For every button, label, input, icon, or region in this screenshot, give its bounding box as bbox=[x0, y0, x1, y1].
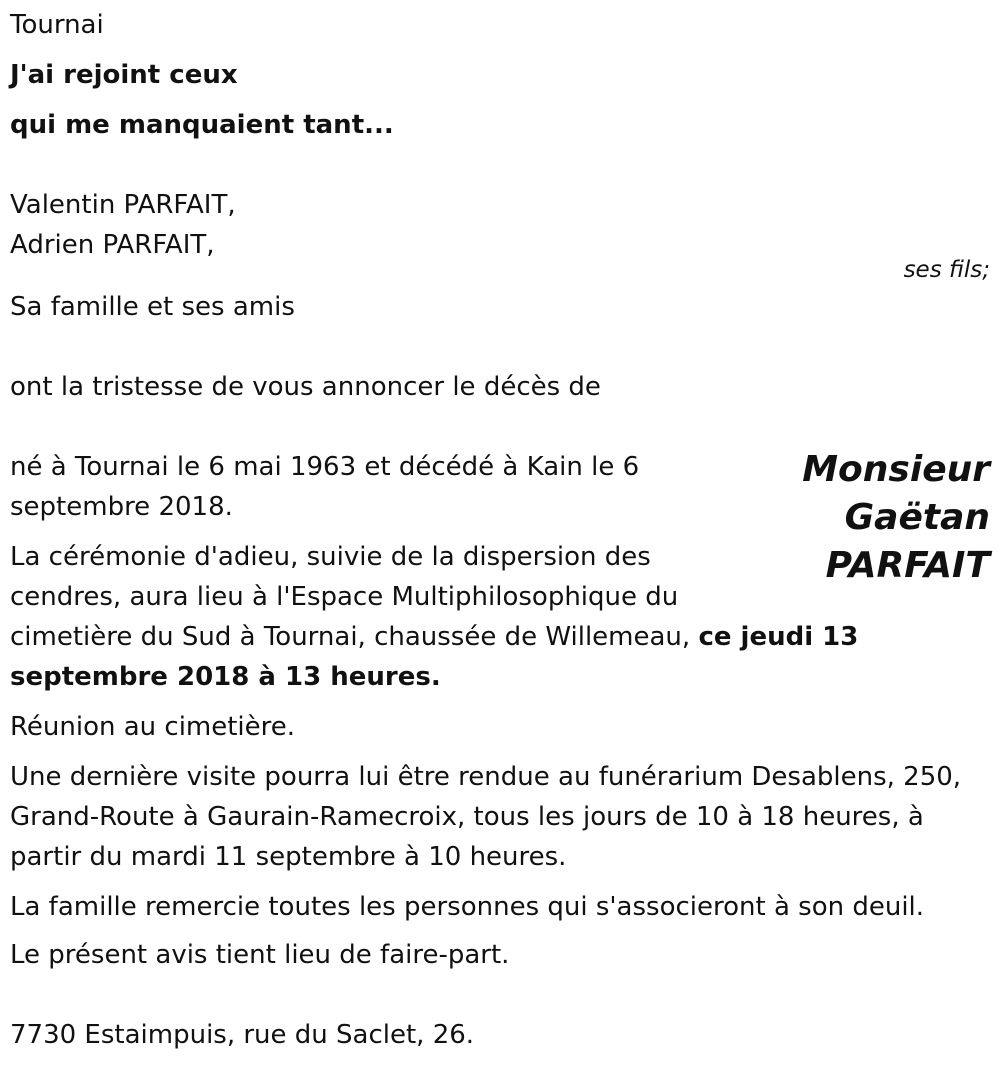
son-name-1: Valentin PARFAIT, bbox=[10, 190, 236, 220]
notice-text: Le présent avis tient lieu de faire-part. bbox=[10, 940, 510, 970]
deceased-first-name: Gaëtan bbox=[844, 497, 990, 538]
ceremony-line-3 bbox=[10, 617, 858, 657]
sons-relation: ses fils; bbox=[903, 257, 990, 283]
thanks: La famille remercie toutes les personnes qui s'associeront à son deuil. bbox=[10, 892, 925, 922]
city: Tournai bbox=[10, 10, 104, 40]
family-line: Sa famille et ses amis bbox=[10, 292, 295, 322]
announcement: ont la tristesse de vous annoncer le décès de bbox=[10, 372, 601, 402]
birth-death-line-2: septembre 2018. bbox=[10, 492, 233, 522]
deceased-title: Monsieur bbox=[802, 449, 990, 490]
ceremony-location: cimetière du Sud à Tournai, chaussée de Willemeau, bbox=[10, 622, 699, 652]
ceremony-date-part-1: ce jeudi 13 bbox=[698, 622, 859, 652]
epigraph-line-2: qui me manquaient tant... bbox=[10, 110, 394, 140]
meeting: Réunion au cimetière. bbox=[10, 712, 296, 742]
ceremony-date-part-2: septembre 2018 à 13 heures. bbox=[10, 662, 441, 692]
ceremony-line-1: La cérémonie d'adieu, suivie de la dispersion des bbox=[10, 542, 651, 572]
visit-line-1: Une dernière visite pourra lui être rendue au funérarium Desablens, 250, bbox=[10, 762, 962, 792]
deceased-name bbox=[802, 446, 990, 590]
visit-line-3: partir du mardi 11 septembre à 10 heures. bbox=[10, 842, 567, 872]
visit-line-2: Grand-Route à Gaurain-Ramecroix, tous les jours de 10 à 18 heures, à bbox=[10, 802, 924, 832]
ceremony-line-2: cendres, aura lieu à l'Espace Multiphilosophique du bbox=[10, 582, 679, 612]
address: 7730 Estaimpuis, rue du Saclet, 26. bbox=[10, 1020, 475, 1050]
epigraph-line-1: J'ai rejoint ceux bbox=[10, 60, 238, 90]
birth-death-line-1: né à Tournai le 6 mai 1963 et décédé à Kain le 6 bbox=[10, 452, 640, 482]
son-name-2: Adrien PARFAIT, bbox=[10, 230, 215, 260]
deceased-last-name: PARFAIT bbox=[825, 545, 990, 586]
